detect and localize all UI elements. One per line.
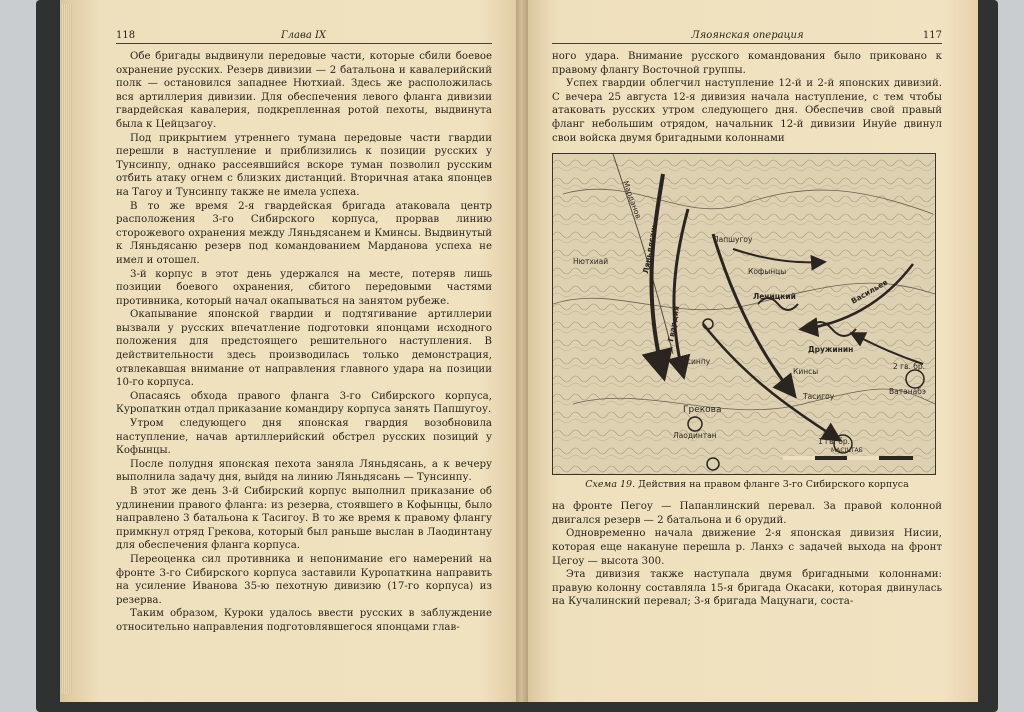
map-label: Ляньдясань	[641, 222, 659, 275]
map-label: Папшугоу	[713, 235, 753, 245]
map-label: Лаодинтан	[673, 431, 717, 441]
paragraph: В этот же день 3-й Сибирский корпус выполнил приказание об удлинении правого фланга: из резерва, стоявшего в Кофынцы, было направлено 3 батальона к Тасигоу. В то же время к правому флангу примкнул отряд Грекова, который был раньше выслан в Лаодинтану для обеспечения фланга корпуса.	[116, 486, 492, 552]
paragraph: Утром следующего дня японская гвардия возобновила наступление, начав артиллерийский обстрел русских позиций у Кофынцы.	[116, 418, 492, 457]
page-edges	[62, 4, 72, 694]
paragraph: Одновременно начала движение 2-я японская дивизия Нисии, которая еще накануне перешла р. Ланхэ с задачей выхода на фронт Цегоу — высота 300.	[552, 528, 942, 567]
right-running-title: Ляоянская операция	[691, 30, 804, 41]
map-label: 2 гв. бр.	[893, 362, 926, 372]
paragraph: После полудня японская пехота заняла Ляньдясань, а к вечеру выполнила задачу дня, выйдя на линию Ляньдясань — Тунсинпу.	[116, 458, 492, 484]
paragraph: ного удара. Внимание русского командования было приковано к правому флангу Восточной группы.	[552, 51, 942, 76]
map-label: Марданов	[621, 179, 644, 220]
left-page-header	[116, 30, 492, 44]
right-page-header	[552, 30, 942, 44]
map-label: Кинсы	[793, 367, 819, 377]
map-label: Васильев	[849, 277, 890, 306]
paragraph: Эта дивизия также наступала двумя бригадными колоннами: правую колонну составляла 15-я бригада Окасаки, которая двинулась на Кучалинский перевал; 3-я бригада Мацунаги, соста-	[552, 569, 942, 608]
scale-label: МАСШТАБ	[831, 447, 863, 455]
right-page-number: 117	[922, 30, 942, 41]
battle-map	[553, 154, 935, 474]
paragraph: Окапывание японской гвардии и подтягивание артиллерии вызвали у русских впечатление подготовки японцами исходного положения для предстоящего решительного наступления. В действительности здесь производилась только демонстрация, отвлекавшая внимание от направления главного удара на позиции 10-го корпуса.	[116, 309, 492, 389]
map-label: Тасигоу	[803, 392, 835, 402]
figure-caption	[552, 479, 942, 490]
paragraph: Под прикрытием утреннего тумана передовые части гвардии перешли в наступление и приблизились к позиции русских у Тунсинпу, однако рассеявшийся вскоре туман позволил русским отбить атаку огнем с близких дистанций. Вторичная атака японцев на Тагоу и Тунсинпу также не имела успеха.	[116, 132, 492, 198]
map-label: Гвардия	[666, 305, 682, 343]
left-page-number: 118	[116, 30, 136, 41]
paragraph: на фронте Пегоу — Папанлинский перевал. За правой колонной двигался резерв — 2 батальона и 6 орудий.	[552, 501, 942, 526]
map-label: 1 гв. бр.	[818, 437, 851, 447]
book-gutter	[516, 0, 528, 702]
left-page	[60, 0, 522, 702]
paragraph: Опасаясь обхода правого фланга 3-го Сибирского корпуса, Куропаткин отдал приказание командиру корпуса занять Папшугоу.	[116, 390, 492, 416]
right-page-text-top	[552, 50, 942, 145]
map-label: Кофынцы	[748, 267, 787, 277]
map-figure	[552, 153, 936, 475]
paragraph: 3-й корпус в этот день удержался на месте, потеряв лишь позиции боевого охранения, сбитого передовыми частями противника, который начал окапываться на занятом рубеже.	[116, 268, 492, 307]
right-page	[522, 0, 978, 702]
map-label: Нютхиай	[573, 257, 609, 267]
map-label: Ватанабэ	[889, 387, 926, 397]
figure-caption-text: Действия на правом фланге 3-го Сибирского корпуса	[638, 479, 909, 491]
right-page-text-bottom	[552, 500, 942, 609]
left-page-text	[116, 50, 492, 635]
paragraph: Обе бригады выдвинули передовые части, которые сбили боевое охранение русских. Резерв дивизии — 2 батальона и кавалерийский полк — остановился западнее Нютхиай. Здесь же расположилась вся артиллерия дивизии. Для обеспечения левого фланга дивизии гвардейская кавалерия, подкрепленная ротой пехоты, выдвинута была к Цейцзагоу.	[116, 51, 492, 130]
map-label: Лечицкий	[753, 292, 796, 302]
left-running-title: Глава IX	[281, 30, 327, 41]
paragraph: В то же время 2-я гвардейская бригада атаковала центр расположения 3-го Сибирского корпуса, прорвав линию сторожевого охранения между Ляньдясанем и Кминсы. Выдвинутый к Ляньдясаню резерв под командованием Марданова успеха не имел и отошел.	[116, 200, 492, 266]
paragraph: Успех гвардии облегчил наступление 12-й и 2-й японских дивизий. С вечера 25 августа 12-я дивизия начала наступление, с тем чтобы атаковать русских утром следующего дня. Обеспечив свой правый фланг небольшим отрядом, начальник 12-й дивизии Инуйе двинул свои войска двумя бригадными колоннами	[552, 78, 942, 144]
map-label: Грекова	[683, 405, 722, 416]
map-label: Тунсинпу	[673, 357, 711, 367]
paragraph: Таким образом, Куроки удалось ввести русских в заблуждение относительно направления подготовлявшегося японцами глав-	[116, 608, 492, 633]
figure-caption-number: Схема 19.	[585, 479, 636, 491]
map-label: Дружинин	[808, 345, 854, 355]
paragraph: Переоценка сил противника и непонимание его намерений на фронте 3-го Сибирского корпуса заставили Куропаткина направить на усиление Иванова 35-ю пехотную дивизию (17-го корпуса) из резерва.	[116, 553, 492, 606]
